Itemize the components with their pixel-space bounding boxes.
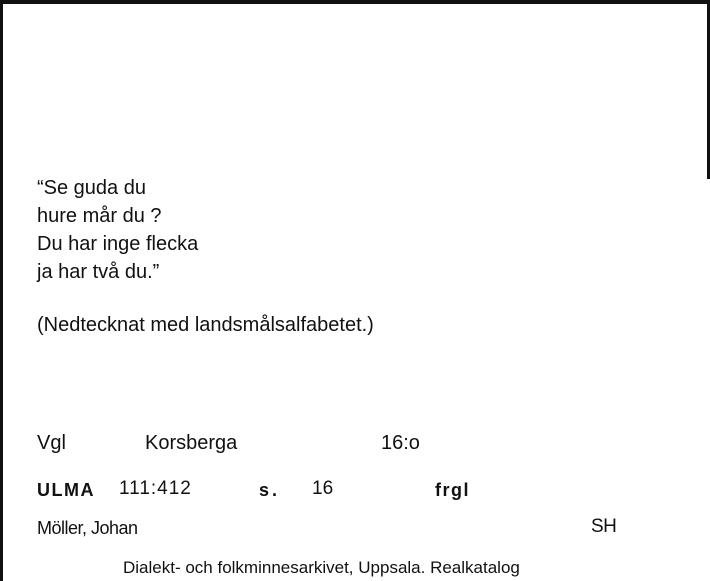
poem-text xyxy=(37,174,198,286)
poem-line: Du har inge flecka xyxy=(37,233,199,255)
parish-name: Korsberga xyxy=(145,432,238,454)
archive-footer: Dialekt- och folkminnesarkivet, Uppsala. Realkatalog xyxy=(123,558,520,577)
poem-line: ja har två du.” xyxy=(37,261,160,283)
archive-name: ULMA xyxy=(37,480,95,500)
archive-number: 111:412 xyxy=(119,478,192,499)
page-number: 16 xyxy=(312,478,334,499)
author-name: Möller, Johan xyxy=(37,518,138,538)
poem-line: “Se guda du xyxy=(37,177,146,199)
poem-line: hure mår du ? xyxy=(37,205,162,227)
region-abbreviation: Vgl xyxy=(37,432,66,454)
location-code: 16:o xyxy=(381,432,420,454)
transcription-note: (Nedtecknat med landsmålsalfabetet.) xyxy=(37,314,374,336)
recorder-initials: SH xyxy=(591,516,617,537)
page-label: s. xyxy=(259,480,281,500)
category-code: frgl xyxy=(435,480,470,500)
